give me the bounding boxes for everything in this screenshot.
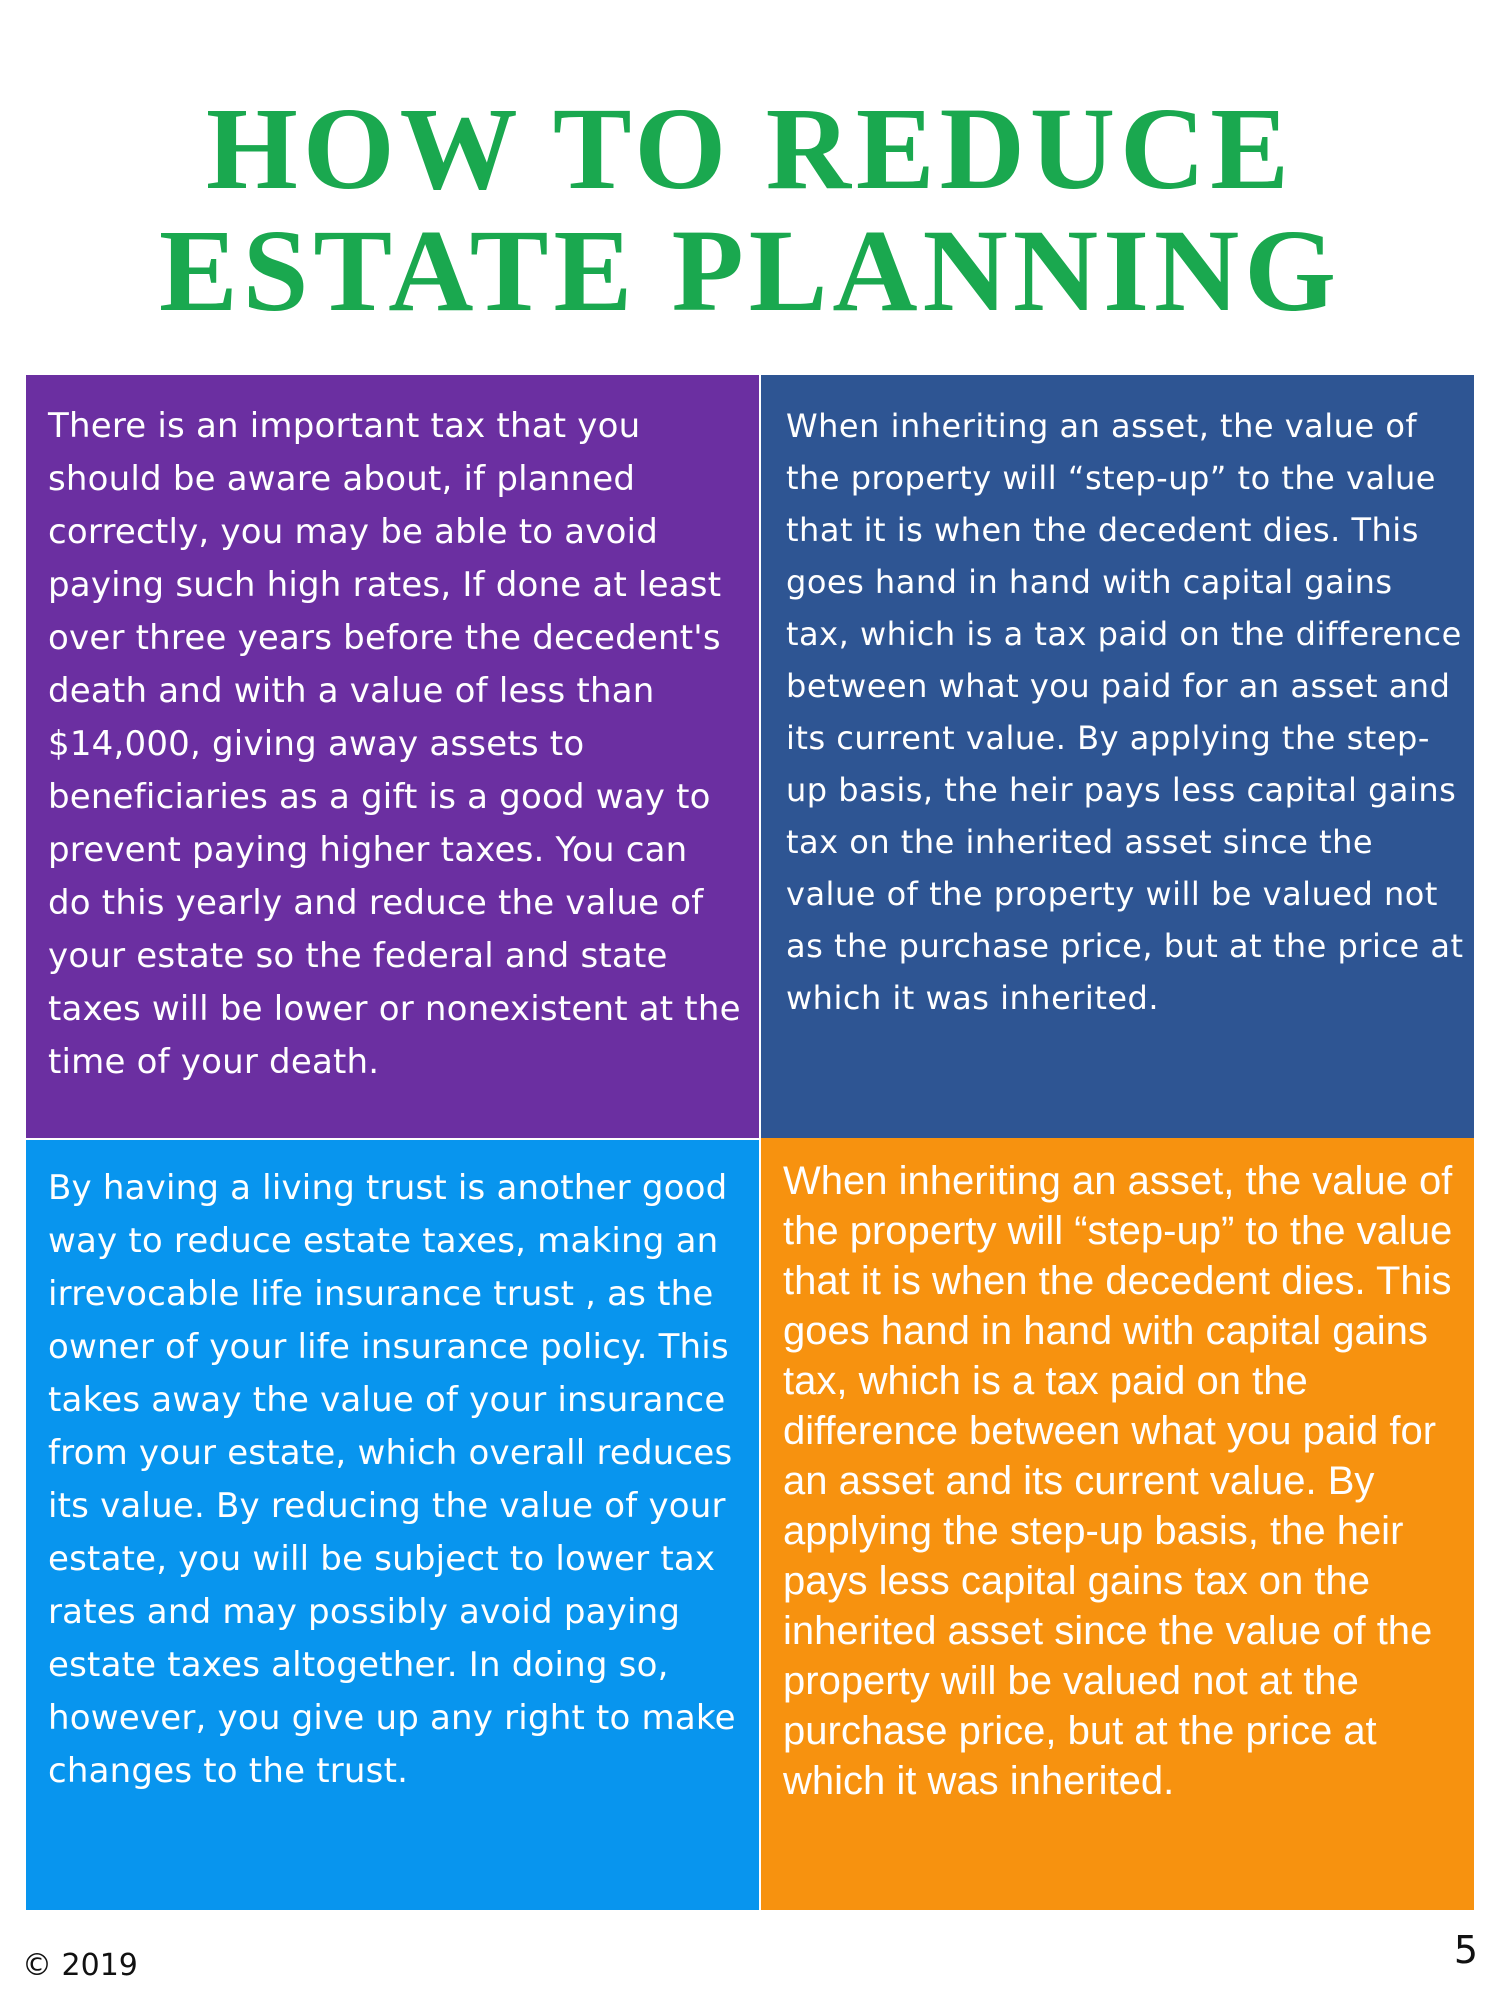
- title-line-1: HOW TO REDUCE: [206, 83, 1294, 214]
- page-number: 5: [1453, 1928, 1478, 1972]
- panel-living-trust: [26, 1140, 759, 1910]
- page-title: [0, 83, 1500, 336]
- panel-step-up-basis-text: When inheriting an asset, the value of the property will “step-up” to the value that it is when the decedent dies. This goes hand in hand with capital gains tax, which is a tax paid on the difference between what you paid for an asset and its current value. By applying the step-up basis, the heir pays less capital gains tax on the inherited asset since the value of the property will be valued not as the purchase price, but at the price at which it was inherited.: [786, 407, 1464, 1017]
- copyright-notice: © 2019: [22, 1948, 138, 1983]
- title-line-2: ESTATE PLANNING: [159, 205, 1341, 336]
- panel-gifting-assets: [26, 375, 759, 1138]
- panel-step-up-basis-repeat-text: When inheriting an asset, the value of the property will “step-up” to the value that it is when the decedent dies. This goes hand in hand with capital gains tax, which is a tax paid on the difference between what you paid for an asset and its current value. By applying the step-up basis, the heir pays less capital gains tax on the inherited asset since the value of the property will be valued not at the purchase price, but at the price at which it was inherited.: [783, 1159, 1453, 1803]
- panel-living-trust-text: By having a living trust is another good way to reduce estate taxes, making an irrevocable life insurance trust , as the owner of your life insurance policy. This takes away the value of your insurance from your estate, which overall reduces its value. By reducing the value of your estate, you will be subject to lower tax rates and may possibly avoid paying estate taxes altogether. In doing so, however, you give up any right to make changes to the trust.: [48, 1168, 736, 1791]
- panel-step-up-basis: [761, 375, 1474, 1138]
- panel-gifting-assets-text: There is an important tax that you should be aware about, if planned correctly, you may be able to avoid paying such high rates, If done at least over three years before the decedent's death and with a value of less than $14,000, giving away assets to beneficiaries as a gift is a good way to prevent paying higher taxes. You can do this yearly and reduce the value of your estate so the federal and state taxes will be lower or nonexistent at the time of your death.: [48, 406, 741, 1082]
- panel-step-up-basis-repeat: [761, 1138, 1474, 1910]
